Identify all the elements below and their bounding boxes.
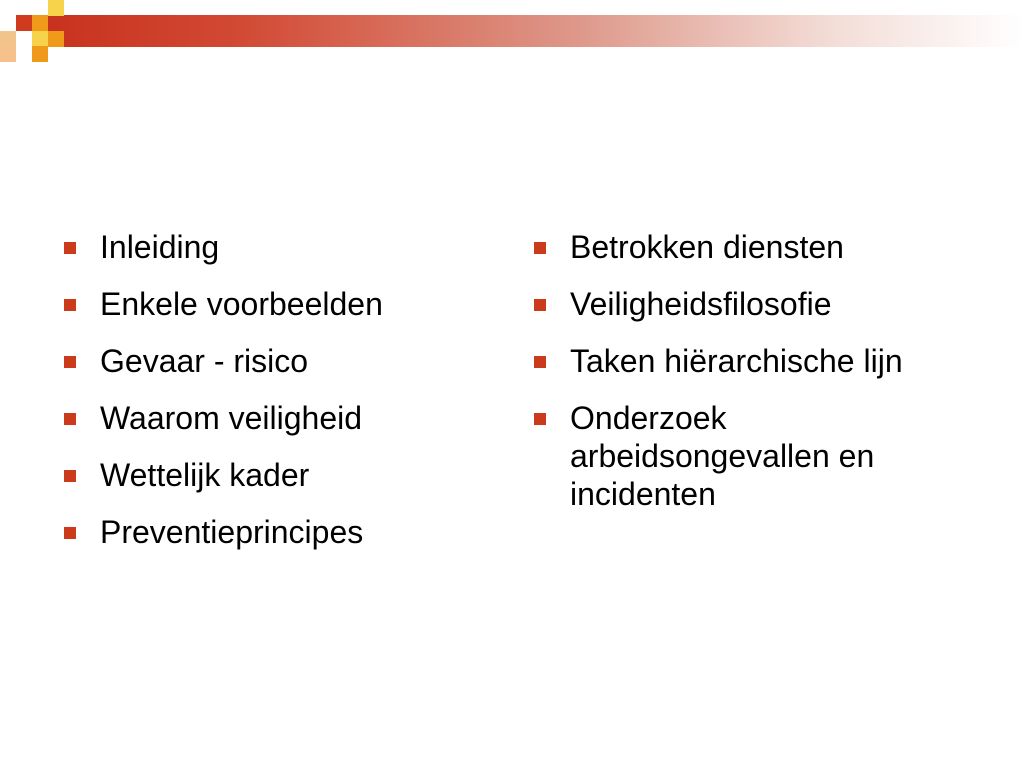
list-item-label: Inleiding <box>100 229 220 265</box>
list-item <box>64 342 484 380</box>
square-bullet-icon <box>64 470 76 482</box>
decoration-square <box>32 31 48 47</box>
list-item <box>534 399 960 513</box>
decoration-square <box>0 46 16 62</box>
header-gradient-bar <box>48 15 1024 47</box>
list-item-label: Veiligheidsfilosofie <box>570 286 832 322</box>
decoration-square <box>32 15 48 31</box>
list-item-label: Onderzoek arbeidsongevallen en incidenten <box>570 400 875 512</box>
decoration-square <box>48 0 64 16</box>
square-bullet-icon <box>534 413 546 425</box>
decoration-square <box>16 15 32 31</box>
decoration-square <box>0 31 16 47</box>
list-item <box>64 513 484 551</box>
square-bullet-icon <box>534 242 546 254</box>
list-item <box>534 228 974 266</box>
decoration-square <box>32 46 48 62</box>
list-item <box>64 228 484 266</box>
list-item-label: Wettelijk kader <box>100 457 310 493</box>
square-bullet-icon <box>534 356 546 368</box>
left-bullet-list <box>64 228 484 570</box>
right-bullet-list <box>534 228 974 532</box>
list-item-label: Preventieprincipes <box>100 514 364 550</box>
square-bullet-icon <box>534 299 546 311</box>
list-item-label: Enkele voorbeelden <box>100 286 383 322</box>
square-bullet-icon <box>64 299 76 311</box>
list-item-label: Taken hiërarchische lijn <box>570 343 903 379</box>
list-item <box>534 342 950 380</box>
square-bullet-icon <box>64 527 76 539</box>
list-item <box>534 285 974 323</box>
list-item-label: Gevaar - risico <box>100 343 309 379</box>
list-item <box>64 399 484 437</box>
decoration-square <box>48 31 64 47</box>
square-bullet-icon <box>64 356 76 368</box>
list-item-label: Waarom veiligheid <box>100 400 363 436</box>
square-bullet-icon <box>64 242 76 254</box>
list-item-label: Betrokken diensten <box>570 229 844 265</box>
square-bullet-icon <box>64 413 76 425</box>
list-item <box>64 285 484 323</box>
list-item <box>64 456 484 494</box>
